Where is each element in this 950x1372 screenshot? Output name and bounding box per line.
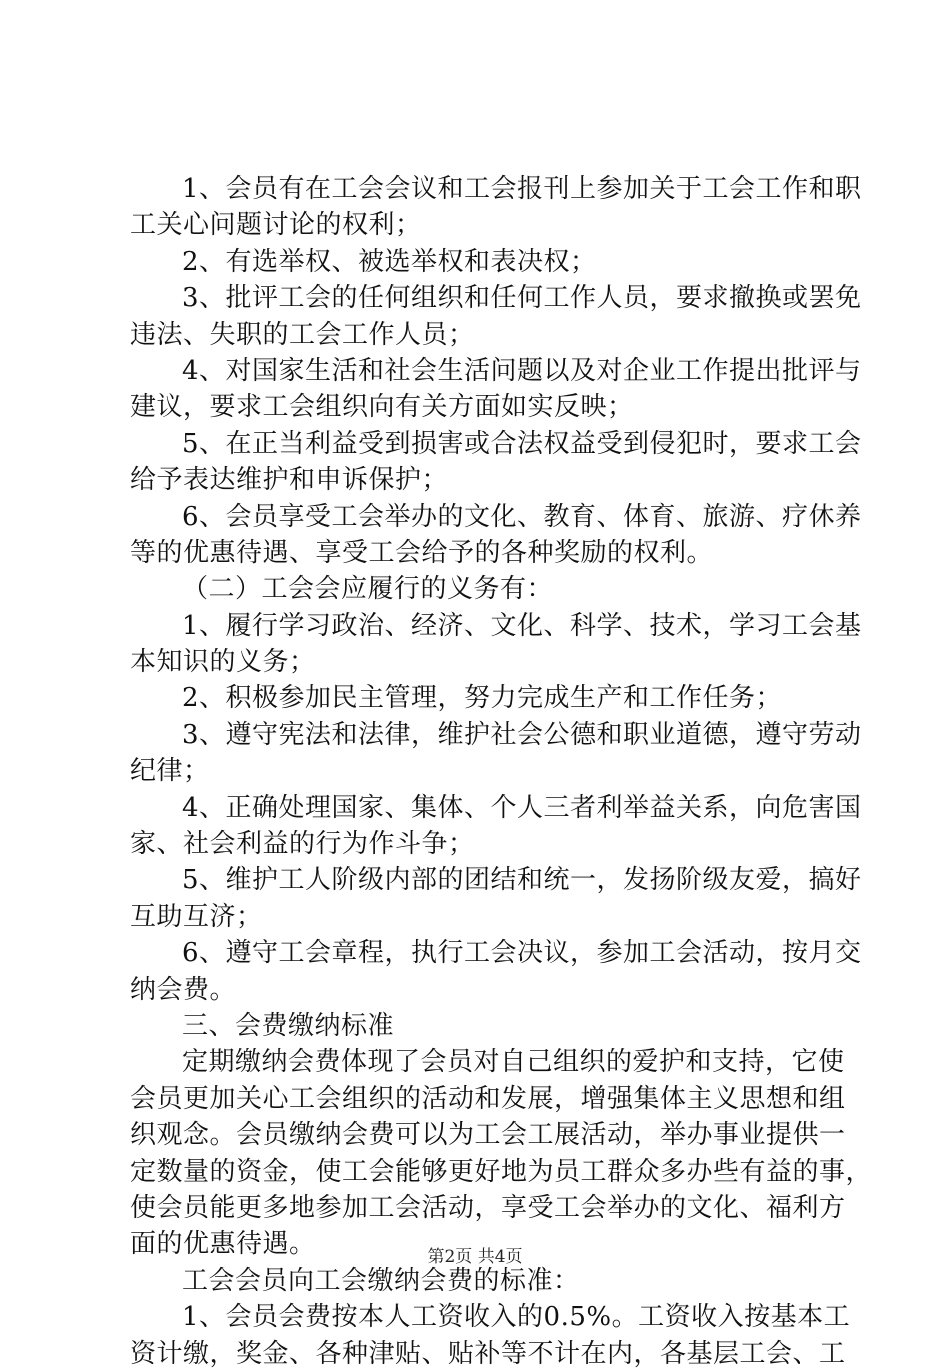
text-line: 本知识的义务； [130, 647, 316, 678]
text-line: 2、有选举权、被选举权和表决权； [182, 246, 597, 277]
text-line: 3、遵守宪法和法律，维护社会公德和职业道德，遵守劳动 [182, 719, 862, 750]
text-line: 4、对国家生活和社会生活问题以及对企业工作提出批评与 [182, 355, 862, 386]
page-number-footer: 第2页 共4页 [427, 1247, 523, 1267]
text-line: 4、正确处理国家、集体、个人三者利举益关系，向危害国 [182, 792, 862, 823]
text-line: 违法、失职的工会工作人员； [130, 319, 475, 350]
text-line: 定期缴纳会费体现了会员对自己组织的爱护和支持，它使 [182, 1047, 845, 1078]
text-line: 1、会员会费按本人工资收入的0.5%。工资收入按基本工 [182, 1302, 851, 1333]
text-line: 6、会员享受工会举办的文化、教育、体育、旅游、疗休养 [182, 501, 862, 532]
text-line: 1、会员有在工会会议和工会报刊上参加关于工会工作和职 [182, 174, 862, 204]
text-line: 面的优惠待遇。 [130, 1229, 316, 1260]
section-heading: 三、会费缴纳标准 [182, 1010, 395, 1041]
text-line: 给予表达维护和申诉保护； [130, 465, 449, 496]
text-line: 家、社会利益的行为作斗争； [130, 829, 475, 860]
text-line: 互助互济； [130, 901, 263, 932]
text-line: 6、遵守工会章程，执行工会决议，参加工会活动，按月交 [182, 938, 862, 969]
text-line: 1、履行学习政治、经济、文化、科学、技术，学习工会基 [182, 610, 862, 641]
text-line: 建议，要求工会组织向有关方面如实反映； [130, 392, 634, 423]
text-line: 3、批评工会的任何组织和任何工作人员，要求撤换或罢免 [182, 283, 862, 314]
text-line: 5、维护工人阶级内部的团结和统一，发扬阶级友爱，搞好 [182, 865, 862, 896]
text-line: 等的优惠待遇、享受工会给予的各种奖励的权利。 [130, 537, 714, 568]
text-line: 资计缴，奖金、各种津贴、贴补等不计在内，各基层工会、工 [130, 1338, 846, 1369]
document-body [130, 171, 873, 1372]
text-line: 2、积极参加民主管理，努力完成生产和工作任务； [182, 683, 783, 714]
text-line: 工关心问题讨论的权利； [130, 210, 422, 241]
text-line: 纪律； [130, 756, 210, 787]
text-line: 定数量的资金，使工会能够更好地为员工群众多办些有益的事， [130, 1156, 873, 1187]
text-line: 纳会费。 [130, 974, 237, 1005]
text-line: 工会会员向工会缴纳会费的标准： [182, 1265, 580, 1296]
text-line: 织观念。会员缴纳会费可以为工会工展活动，举办事业提供一 [130, 1120, 846, 1151]
text-line: 会员更加关心工会组织的活动和发展，增强集体主义思想和组 [130, 1083, 846, 1114]
text-line: 5、在正当利益受到损害或合法权益受到侵犯时，要求工会 [182, 428, 862, 459]
text-line: 使会员能更多地参加工会活动，享受工会举办的文化、福利方 [130, 1192, 846, 1223]
section-heading: （二）工会会应履行的义务有： [182, 574, 554, 605]
